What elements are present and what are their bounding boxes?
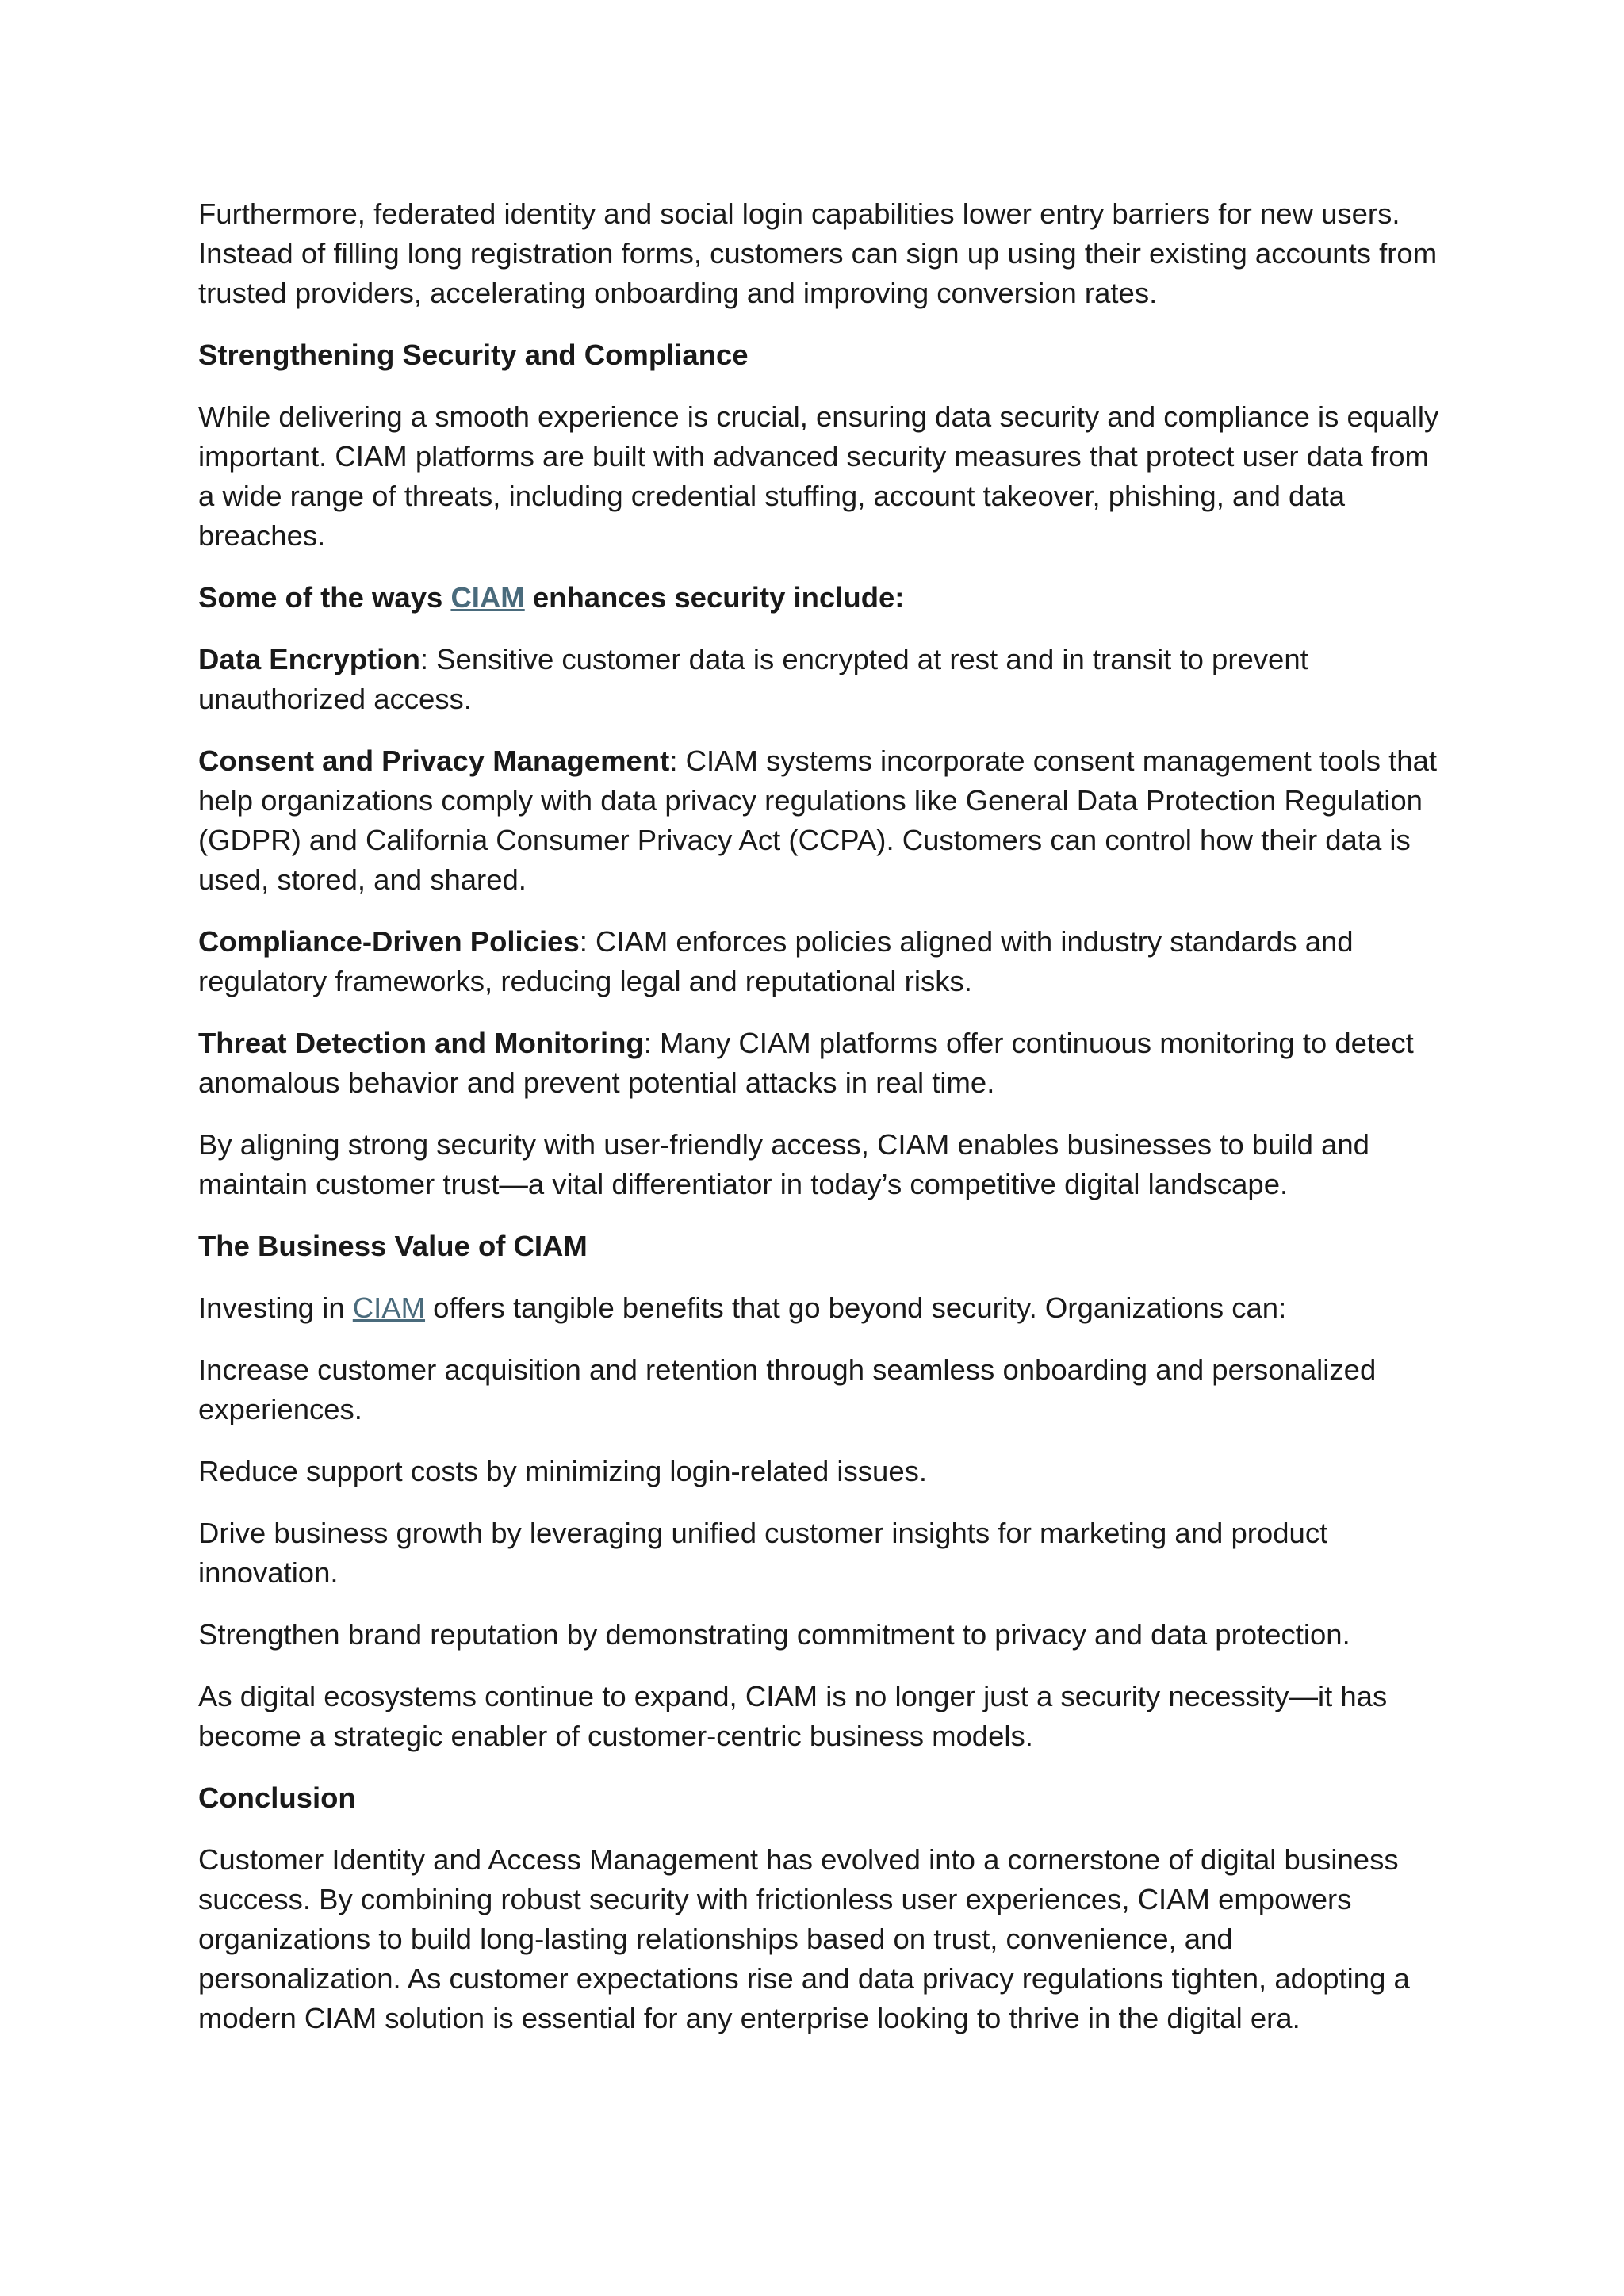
ways-intro-before: Some of the ways — [198, 581, 451, 614]
business-closing-paragraph: As digital ecosystems continue to expand, CIAM is no longer just a security necessity—it has become a strategic enabler of customer-centric business models. — [198, 1680, 1388, 1752]
security-item-compliance-policies — [198, 922, 1443, 1001]
security-closing-paragraph: By aligning strong security with user-friendly access, CIAM enables businesses to build and maintain customer trust—a vital differentiator in today’s competitive digital landscape. — [198, 1128, 1369, 1200]
business-intro-after: offers tangible benefits that go beyond security. Organizations can: — [425, 1292, 1287, 1324]
security-item-term: Compliance-Driven Policies — [198, 925, 580, 958]
security-item-term: Consent and Privacy Management — [198, 744, 670, 777]
security-paragraph: While delivering a smooth experience is crucial, ensuring data security and compliance is equally important. CIAM platforms are built with advanced security measures that protect user data from a wide range of threats, including credential stuffing, account takeover, phishing, and data breaches. — [198, 400, 1439, 552]
security-item-text: : Many CIAM platforms offer continuous monitoring to detect anomalous behavior and prevent potential attacks in real time. — [198, 1027, 1414, 1099]
business-point: Reduce support costs by minimizing login-related issues. — [198, 1455, 928, 1487]
business-intro-paragraph — [198, 1288, 1443, 1328]
conclusion-paragraph: Customer Identity and Access Management has evolved into a cornerstone of digital business success. By combining robust security with frictionless user experiences, CIAM empowers organizations to build long-lasting relationships based on trust, convenience, and personalization. As customer expectations rise and data privacy regulations tighten, adopting a modern CIAM solution is essential for any enterprise looking to thrive in the digital era. — [198, 1843, 1410, 2034]
ciam-link-bold[interactable]: CIAM — [450, 581, 525, 614]
ciam-link[interactable]: CIAM — [352, 1292, 426, 1324]
document-page — [198, 194, 1443, 2061]
security-item-text: : Sensitive customer data is encrypted at rest and in transit to prevent unauthorized access. — [198, 643, 1308, 715]
business-point: Strengthen brand reputation by demonstrating commitment to privacy and data protection. — [198, 1618, 1350, 1651]
security-item-term: Data Encryption — [198, 643, 420, 675]
intro-paragraph: Furthermore, federated identity and social login capabilities lower entry barriers for new users. Instead of filling long registration forms, customers can sign up using their existing accounts from trusted providers, accelerating onboarding and improving conversion rates. — [198, 197, 1438, 309]
business-value-heading: The Business Value of CIAM — [198, 1230, 588, 1262]
conclusion-heading: Conclusion — [198, 1781, 356, 1814]
business-point: Drive business growth by leveraging unified customer insights for marketing and product innovation. — [198, 1517, 1328, 1589]
security-item-consent-privacy — [198, 741, 1443, 900]
ways-intro-after: enhances security include: — [524, 581, 905, 614]
security-item-data-encryption — [198, 640, 1443, 719]
business-point: Increase customer acquisition and retention through seamless onboarding and personalized experiences. — [198, 1353, 1377, 1425]
security-item-term: Threat Detection and Monitoring — [198, 1027, 644, 1059]
business-intro-before: Investing in — [198, 1292, 353, 1324]
security-item-text: : CIAM enforces policies aligned with industry standards and regulatory frameworks, reducing legal and reputational risks. — [198, 925, 1354, 997]
security-item-text: : CIAM systems incorporate consent management tools that help organizations comply with data privacy regulations like General Data Protection Regulation (GDPR) and California Consumer Privacy Act (CCPA). Customers can control how their data is used, stored, and shared. — [198, 744, 1438, 896]
security-ways-intro — [198, 578, 1443, 618]
security-item-threat-detection — [198, 1024, 1443, 1103]
security-heading: Strengthening Security and Compliance — [198, 339, 749, 371]
